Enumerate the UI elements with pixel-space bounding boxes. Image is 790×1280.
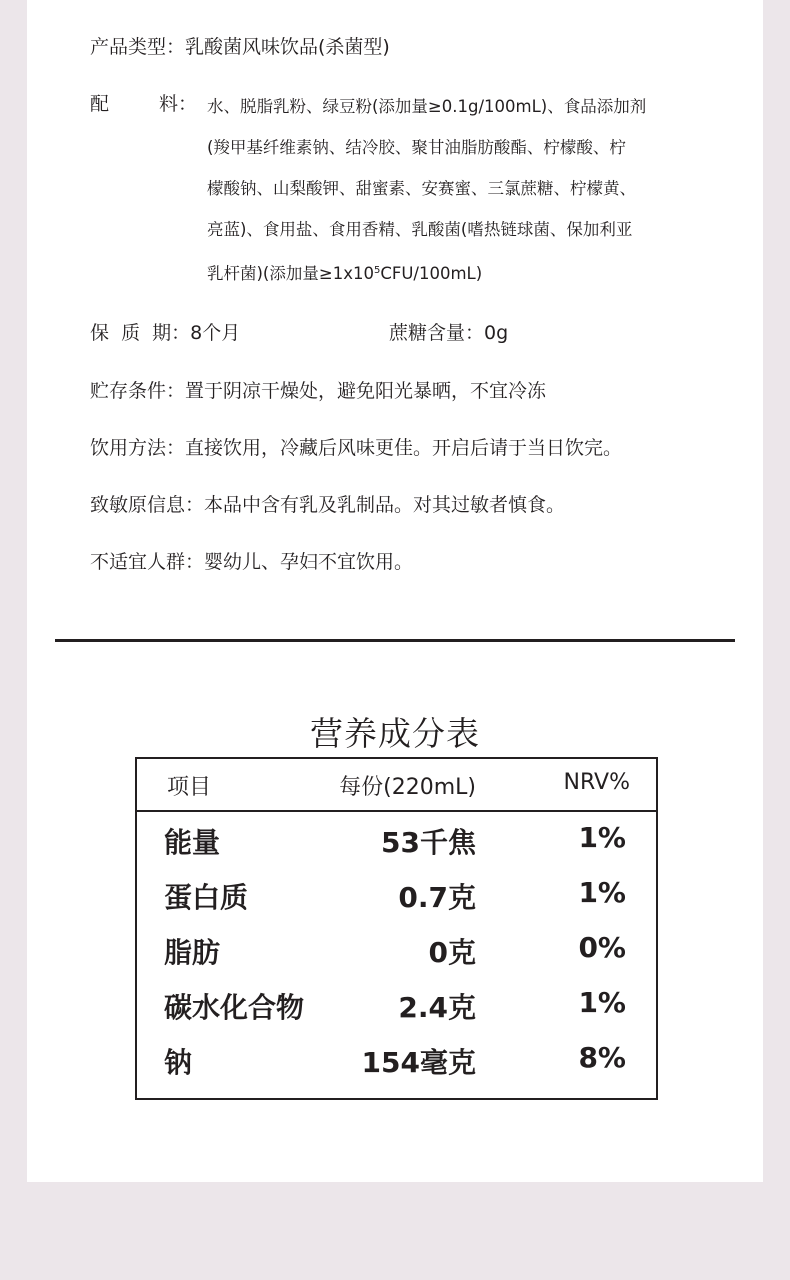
row-nrv: 0%	[578, 931, 626, 964]
ingredients-line: 乳杆菌)(添加量$\ge 1x10^5CFU/100mL$)	[207, 264, 483, 283]
table-row	[137, 1035, 656, 1090]
sugar-line	[389, 318, 508, 345]
table-row	[137, 925, 656, 980]
nutrition-table-header	[137, 759, 656, 812]
sugar-label: 蔗糖含量：	[389, 322, 485, 344]
nutrition-title: 营养成分表	[310, 714, 480, 753]
storage-line	[90, 376, 546, 403]
row-item: 蛋白质	[164, 881, 249, 914]
section-divider	[55, 639, 735, 642]
header-per-serving: 每份(220mL)	[339, 775, 476, 800]
table-row	[137, 980, 656, 1035]
allergen-line	[90, 490, 565, 517]
product-type-line	[90, 32, 390, 59]
row-item: 钠	[164, 1046, 193, 1079]
ingredients-line: 水、脱脂乳粉、绿豆粉(添加量≥0.1g/100mL)、食品添加剂	[207, 97, 647, 116]
row-item: 碳水化合物	[164, 991, 305, 1024]
ingredients-line: (羧甲基纤维素钠、结冷胶、聚甘油脂肪酸酯、柠檬酸、柠	[207, 138, 626, 157]
row-value: 2.4克	[398, 991, 476, 1024]
shelf-life-line	[90, 318, 240, 345]
table-row	[137, 870, 656, 925]
table-row	[137, 815, 656, 870]
header-nrv: NRV%	[563, 770, 630, 795]
row-value: 0克	[428, 936, 476, 969]
row-item: 脂肪	[164, 936, 221, 969]
product-type-value: 乳酸菌风味饮品(杀菌型)	[185, 36, 390, 58]
shelf-life-label: 保 质 期：	[90, 322, 191, 344]
row-nrv: 1%	[578, 876, 626, 909]
usage-value: 直接饮用，冷藏后风味更佳。开启后请于当日饮完。	[185, 437, 623, 459]
ingredients-line: 亮蓝)、食用盐、食用香精、乳酸菌(嗜热链球菌、保加利亚	[207, 220, 633, 239]
allergen-value: 本品中含有乳及乳制品。对其过敏者慎食。	[204, 494, 566, 516]
header-item: 项目	[167, 775, 212, 800]
row-nrv: 1%	[578, 821, 626, 854]
row-value: 0.7克	[398, 881, 476, 914]
row-value: 154毫克	[361, 1046, 476, 1079]
allergen-label: 致敏原信息：	[90, 494, 205, 516]
storage-label: 贮存条件：	[90, 380, 186, 402]
ingredients-text	[207, 86, 727, 294]
usage-label: 饮用方法：	[90, 437, 186, 459]
shelf-life-value: 8个月	[190, 322, 241, 344]
usage-line	[90, 433, 622, 460]
ingredients-label: 配 料：	[90, 93, 198, 115]
row-nrv: 1%	[578, 986, 626, 1019]
unsuitable-label: 不适宜人群：	[90, 551, 205, 573]
nutrition-table	[135, 757, 658, 1100]
storage-value: 置于阴凉干燥处，避免阳光暴晒，不宜冷冻	[185, 380, 547, 402]
unsuitable-value: 婴幼儿、孕妇不宜饮用。	[204, 551, 414, 573]
row-nrv: 8%	[578, 1041, 626, 1074]
unsuitable-line	[90, 547, 413, 574]
label-card	[27, 0, 763, 1182]
product-type-label: 产品类型：	[90, 36, 186, 58]
ingredients-line: 檬酸钠、山梨酸钾、甜蜜素、安赛蜜、三氯蔗糖、柠檬黄、	[207, 179, 636, 198]
row-value: 53千焦	[381, 826, 476, 859]
sugar-value: 0g	[484, 322, 509, 344]
row-item: 能量	[164, 826, 221, 859]
